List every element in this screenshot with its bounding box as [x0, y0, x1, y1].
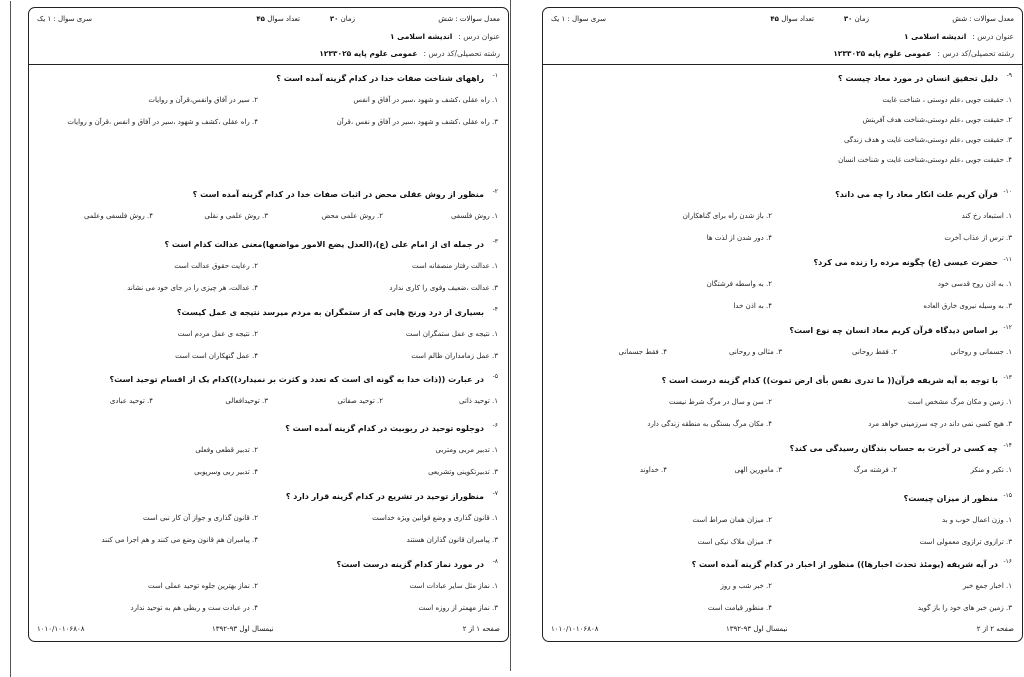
- answer-option[interactable]: ۱. روش فلسفی: [450, 212, 498, 220]
- question-item: [39, 558, 498, 612]
- answer-option[interactable]: ۱. وزن اعمال خوب و بد: [942, 516, 1012, 524]
- answer-option[interactable]: ۲. به واسطه فرشتگان: [706, 280, 772, 288]
- exam-code: ۱۰۱۰/۱۰۱۰۶۸۰۸: [551, 625, 599, 633]
- question-number: ۴-: [492, 306, 498, 313]
- question-number: ۱۱-: [1003, 256, 1012, 263]
- answer-option[interactable]: ۲. حقیقت جویی ،علم دوستی،شناخت هدف آفرینش: [862, 116, 1012, 124]
- question-text: ۹- دلیل تحقیق انسان در مورد معاد چیست ؟: [838, 72, 1012, 83]
- answer-option[interactable]: ۳. نماز مهمتر از روزه است: [418, 604, 498, 612]
- question-item: [553, 324, 1012, 356]
- answer-option[interactable]: ۴. به اذن خدا: [733, 302, 772, 310]
- questions-list: [543, 74, 1022, 611]
- time-field: زمان ۳۰: [843, 15, 869, 23]
- page-footer: [37, 623, 500, 637]
- answer-option[interactable]: ۱. استبعاد رخ کند: [961, 212, 1012, 220]
- answer-option[interactable]: ۳. عمل زمامداران ظالم است: [411, 352, 498, 360]
- question-number: ۲-: [492, 188, 498, 195]
- answer-option[interactable]: ۳. راه عقلی ،کشف و شهود ،سیر در آفاق و نفس ،قرآن: [336, 118, 498, 126]
- time-field: زمان ۳۰: [329, 15, 355, 23]
- exam-term: نیمسال اول ۹۳-۱۳۹۲: [212, 625, 274, 633]
- answer-option[interactable]: ۳. تدبیرتکوینی وتشریعی: [428, 468, 498, 476]
- question-text: ۱۵- منظور از میزان چیست؟: [903, 492, 1012, 503]
- question-number: ۱۶-: [1003, 558, 1012, 565]
- answer-option[interactable]: ۳. توحیدافعالی: [225, 397, 268, 405]
- exam-term: نیمسال اول ۹۳-۱۳۹۲: [726, 625, 788, 633]
- question-item: [553, 256, 1012, 310]
- question-count: تعداد سوال ۴۵: [256, 15, 300, 23]
- question-text: ۲- منظور از روش عقلی محض در اثبات صفات خدا در کدام گزینه آمده است ؟: [192, 188, 498, 199]
- question-item: [39, 373, 498, 405]
- answer-option[interactable]: ۳. زمین خبر های خود را باز گوید: [917, 604, 1012, 612]
- question-item: [553, 442, 1012, 474]
- question-number: ۹-: [1006, 72, 1012, 79]
- question-text: ۶- دوجلوه توحید در ربوبیت در کدام گزینه آمده است ؟: [285, 422, 498, 433]
- answer-option[interactable]: ۱. حقیقت جویی ،علم دوستی ، شناخت غایت: [882, 96, 1012, 104]
- question-text: ۱۲- بر اساس دیدگاه قرآن کریم معاد انسان چه نوع است؟: [789, 324, 1012, 335]
- answer-option[interactable]: ۴. پیامبران هم قانون وضع می کنند و هم اجرا می کنند: [101, 536, 258, 544]
- question-number: ۸-: [492, 558, 498, 565]
- answer-option[interactable]: ۳. عدالت ،ضعیف وقوی را کاری ندارد: [389, 284, 498, 292]
- answer-option[interactable]: ۴. دور شدن از لذت ها: [706, 234, 772, 242]
- answer-option[interactable]: ۱. زمین و مکان مرگ مشخص است: [908, 398, 1012, 406]
- page-number: صفحه ۲ از ۲: [976, 625, 1014, 633]
- question-number: ۱۵-: [1003, 492, 1012, 499]
- question-item: [553, 188, 1012, 242]
- question-number: ۱-: [492, 72, 498, 79]
- question-text: ۱۶- در آیه شریفه (یومئذ تحدث اخبارها)) منظور از اخبار در کدام گزینه آمده است ؟: [691, 558, 1012, 569]
- answer-option[interactable]: ۲. روش علمی محض: [321, 212, 383, 220]
- answer-option[interactable]: ۲. رعایت حقوق عدالت است: [174, 262, 258, 270]
- answer-option[interactable]: ۳. حقیقت جویی ،علم دوستی،شناخت غایت و هدف زندگی: [844, 136, 1012, 144]
- questions-list: [29, 74, 508, 611]
- question-text: ۷- منظوراز توحید در تشریع در کدام گزینه قرار دارد ؟: [285, 490, 498, 501]
- question-text: ۱۰- قرآن کریم علت انکار معاد را چه می داند؟: [835, 188, 1012, 199]
- question-item: [39, 422, 498, 476]
- answer-option[interactable]: ۲. نماز بهترین جلوه توحید عملی است: [148, 582, 258, 590]
- question-text: ۱۳- با توجه به آیه شریفه قرآن(( ما تدری نفس بأی ارض تموت)) کدام گزینه درست است ؟: [661, 374, 1012, 385]
- answer-option[interactable]: ۲. میزان همان صراط است: [692, 516, 772, 524]
- grade-label: معدل سوالات : شش: [438, 15, 500, 23]
- answer-option[interactable]: ۳. پیامبران قانون گذاران هستند: [406, 536, 498, 544]
- answer-option[interactable]: ۴. حقیقت جویی ،علم دوستی،شناخت غایت و شناخت انسان: [838, 156, 1012, 164]
- answer-option[interactable]: ۱. راه عقلی ،کشف و شهود ،سیر در آفاق و انفس: [353, 96, 498, 104]
- page-header: [543, 8, 1022, 65]
- question-item: [39, 490, 498, 544]
- answer-option[interactable]: ۱. تدبیر مربی ومتربی: [435, 446, 498, 454]
- answer-option[interactable]: ۱. قانون گذاری و وضع قوانین ویژه خداست: [372, 514, 498, 522]
- answer-option[interactable]: ۲. سیر در آفاق وانفس،قرآن و روایات: [148, 96, 258, 104]
- answer-option[interactable]: ۱. نتیجه ی عمل ستمگران است: [405, 330, 498, 338]
- answer-option[interactable]: ۴. فقط جسمانی: [618, 348, 667, 356]
- answer-option[interactable]: ۴. منظور قیامت است: [707, 604, 772, 612]
- answer-option[interactable]: ۴. خداوند: [639, 466, 667, 474]
- page-header: [29, 8, 508, 65]
- answer-option[interactable]: ۴. عمل گنهکاران است است: [175, 352, 258, 360]
- question-text: ۱۴- چه کسی در آخرت به حساب بندگان رسیدگی می کند؟: [789, 442, 1012, 453]
- grade-label: معدل سوالات : شش: [952, 15, 1014, 23]
- question-text: ۸- در مورد نماز کدام گزینه درست است؟: [336, 558, 498, 569]
- answer-option[interactable]: ۴. توحید عبادی: [109, 397, 153, 405]
- answer-option[interactable]: ۴. عدالت، هر چیزی را در جای خود می نشاند: [127, 284, 258, 292]
- question-count: تعداد سوال ۴۵: [770, 15, 814, 23]
- question-number: ۳-: [492, 238, 498, 245]
- question-item: [39, 238, 498, 292]
- answer-option[interactable]: ۳. مثالی و روحانی: [728, 348, 782, 356]
- answer-option[interactable]: ۱. جسمانی و روحانی: [950, 348, 1012, 356]
- question-number: ۷-: [492, 490, 498, 497]
- answer-option[interactable]: ۲. فرشته مرگ: [853, 466, 897, 474]
- question-item: [39, 72, 498, 126]
- answer-option[interactable]: ۱. نکیر و منکر: [970, 466, 1012, 474]
- field-row: رشته تحصیلی/کد درس :عمومی علوم پایه ۱۲۳۳۰۲۵: [319, 49, 500, 58]
- answer-option[interactable]: ۳. به وسیله نیروی خارق العاده: [923, 302, 1012, 310]
- answer-option[interactable]: ۱. اخبار جمع خبر: [963, 582, 1012, 590]
- answer-option[interactable]: ۳. ترس از عذاب آخرت: [944, 234, 1012, 242]
- answer-option[interactable]: ۲. سن و سال در مرگ شرط نیست: [669, 398, 772, 406]
- question-item: [39, 188, 498, 220]
- exam-page-2: [542, 7, 1023, 642]
- question-text: ۴- بسیاری از درد ورنج هایی که از ستمگران به مردم میرسد نتیجه ی عمل کیست؟: [176, 306, 498, 317]
- answer-option[interactable]: ۴. در عبادت ست و ربطی هم به توحید ندارد: [130, 604, 258, 612]
- question-item: [553, 374, 1012, 428]
- answer-option[interactable]: ۴. راه عقلی ،کشف و شهود ،سیر در آفاق و انفس ،قرآن و روایات: [67, 118, 258, 126]
- answer-option[interactable]: ۱. نماز مثل سایر عبادات است: [409, 582, 498, 590]
- question-item: [39, 306, 498, 360]
- answer-option[interactable]: ۳. روش علمی و نقلی: [204, 212, 268, 220]
- field-row: رشته تحصیلی/کد درس :عمومی علوم پایه ۱۲۳۳۰۲۵: [833, 49, 1014, 58]
- answer-option[interactable]: ۳. مامورین الهی: [734, 466, 782, 474]
- exam-code: ۱۰۱۰/۱۰۱۰۶۸۰۸: [37, 625, 85, 633]
- answer-option[interactable]: ۱. به اذن روح قدسی خود: [937, 280, 1012, 288]
- answer-option[interactable]: ۲. فقط روحانی: [852, 348, 897, 356]
- answer-option[interactable]: ۱. عدالت رفتار منصفانه است: [411, 262, 498, 270]
- question-item: [553, 492, 1012, 546]
- subject-row: عنوان درس :اندیشه اسلامی ۱: [903, 32, 1014, 41]
- answer-option[interactable]: ۴. مکان مرگ بستگی به منطقه زندگی دارد: [647, 420, 772, 428]
- answer-option[interactable]: ۳. هیچ کسی نمی داند در چه سرزمینی خواهد مرد: [868, 420, 1012, 428]
- question-number: ۱۰-: [1003, 188, 1012, 195]
- page-number: صفحه ۱ از ۲: [462, 625, 500, 633]
- question-series: سری سوال : ۱ یک: [551, 15, 606, 23]
- question-text: ۱- راههای شناخت صفات خدا در کدام گزینه آمده است ؟: [276, 72, 498, 83]
- answer-option[interactable]: ۴. روش فلسفی وعلمی: [83, 212, 153, 220]
- answer-option[interactable]: ۴. تدبیر ربی وسرپوبی: [194, 468, 258, 476]
- subject-row: عنوان درس :اندیشه اسلامی ۱: [389, 32, 500, 41]
- answer-option[interactable]: ۴. میزان ملاک نیکی است: [697, 538, 772, 546]
- question-number: ۱۴-: [1003, 442, 1012, 449]
- exam-page-1: [28, 7, 509, 642]
- question-item: [553, 558, 1012, 612]
- answer-option[interactable]: ۲. باز شدن راه برای گناهکاران: [682, 212, 772, 220]
- question-series: سری سوال : ۱ یک: [37, 15, 92, 23]
- answer-option[interactable]: ۲. توحید صفاتی: [337, 397, 383, 405]
- question-number: ۵-: [492, 373, 498, 380]
- answer-option[interactable]: ۱. توحید ذاتی: [459, 397, 498, 405]
- answer-option[interactable]: ۲. نتیجه ی عمل مردم است: [177, 330, 258, 338]
- question-text: ۵- در عبارت ((ذات خدا به گونه ای است که تعدد و کثرت بر نمیدارد))کدام یک از اقسام توحید است؟: [109, 373, 498, 384]
- question-text: ۳- در جمله ای از امام علی (ع)،(العدل یضع الامور مواضعها)معنی عدالت کدام است ؟: [164, 238, 498, 249]
- question-item: [553, 72, 1012, 164]
- question-number: ۱۲-: [1003, 324, 1012, 331]
- question-number: ۶-: [492, 422, 498, 429]
- page-footer: [551, 623, 1014, 637]
- answer-option[interactable]: ۲. تدبیر قطعی وفعلی: [195, 446, 258, 454]
- answer-option[interactable]: ۳. ترازوی ترازوی معمولی است: [919, 538, 1012, 546]
- answer-option[interactable]: ۲. خبر شب و روز: [720, 582, 772, 590]
- answer-option[interactable]: ۲. قانون گذاری و جواز آن کار نبی است: [143, 514, 258, 522]
- question-number: ۱۳-: [1003, 374, 1012, 381]
- question-text: ۱۱- حضرت عیسی (ع) چگونه مرده را زنده می کرد؟: [813, 256, 1012, 267]
- page-separator: [510, 0, 511, 671]
